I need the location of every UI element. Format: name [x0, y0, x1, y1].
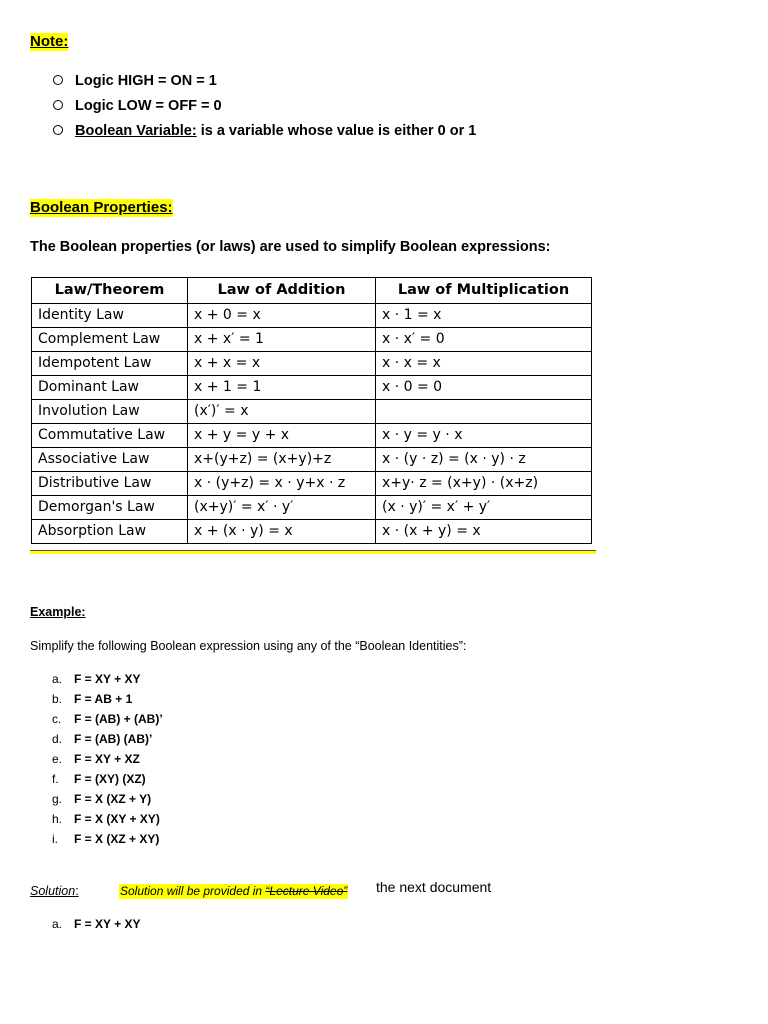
addition-cell: x+(y+z) = (x+y)+z [188, 448, 376, 472]
law-name-cell: Dominant Law [32, 376, 188, 400]
example-item-expr: F = (AB) + (AB)’ [74, 712, 163, 726]
table-row [32, 328, 592, 352]
addition-cell: x + 1 = 1 [188, 376, 376, 400]
note-item-logic-high [53, 72, 217, 90]
multiplication-cell: (x · y)′ = x′ + y′ [376, 496, 592, 520]
solution-label-text: Solution [30, 884, 76, 898]
bullet-circle-icon [53, 125, 63, 135]
multiplication-cell: x · 1 = x [376, 304, 592, 328]
note-item-logic-low [53, 97, 222, 115]
multiplication-cell: x · (y · z) = (x · y) · z [376, 448, 592, 472]
note-item-text: is a variable whose value is either 0 or 1 [196, 123, 477, 139]
multiplication-cell: x · (x + y) = x [376, 520, 592, 544]
example-item-expr: F = AB + 1 [74, 692, 133, 706]
table-row [32, 304, 592, 328]
solution-item [52, 917, 140, 932]
solution-note-prefix: Solution will be provided in [120, 884, 266, 898]
note-item-text: Logic HIGH = ON = 1 [75, 73, 217, 89]
table-row [32, 352, 592, 376]
law-name-cell: Absorption Law [32, 520, 188, 544]
example-item-expr: F = (XY) (XZ) [74, 772, 146, 786]
solution-colon: : [75, 884, 79, 898]
example-item [52, 792, 151, 807]
example-item-label: f. [52, 772, 59, 786]
addition-cell: x + 0 = x [188, 304, 376, 328]
note-item-boolean-variable [53, 122, 476, 140]
law-name-cell: Complement Law [32, 328, 188, 352]
example-item-expr: F = X (XZ + Y) [74, 792, 152, 806]
solution-item-label: a. [52, 917, 63, 931]
note-item-term: Boolean Variable: [75, 123, 197, 139]
multiplication-cell: x+y· z = (x+y) · (x+z) [376, 472, 592, 496]
example-item-expr: F = XY + XY [74, 672, 141, 686]
law-name-cell: Idempotent Law [32, 352, 188, 376]
example-item-label: e. [52, 752, 63, 766]
example-item-label: a. [52, 672, 63, 686]
boolean-laws-table [31, 277, 592, 544]
addition-cell: (x+y)′ = x′ · y′ [188, 496, 376, 520]
addition-cell: x + (x · y) = x [188, 520, 376, 544]
multiplication-cell: x · x = x [376, 352, 592, 376]
example-item [52, 772, 146, 787]
table-row [32, 400, 592, 424]
table-header-law: Law/Theorem [32, 278, 188, 304]
next-document-text: the next document [376, 879, 492, 895]
example-item [52, 712, 163, 727]
multiplication-cell: x · 0 = 0 [376, 376, 592, 400]
example-item [52, 692, 132, 707]
table-header-addition: Law of Addition [188, 278, 376, 304]
note-heading: Note: [30, 33, 69, 50]
table-row [32, 448, 592, 472]
table-header-multiplication: Law of Multiplication [376, 278, 592, 304]
example-item [52, 832, 159, 847]
example-instruction: Simplify the following Boolean expression using any of the “Boolean Identities”: [30, 639, 467, 653]
multiplication-cell: x · y = y · x [376, 424, 592, 448]
law-name-cell: Involution Law [32, 400, 188, 424]
example-item-expr: F = XY + XZ [74, 752, 140, 766]
bullet-circle-icon [53, 100, 63, 110]
example-heading: Example: [30, 605, 86, 619]
example-item-label: d. [52, 732, 63, 746]
example-item-label: g. [52, 792, 63, 806]
solution-note-struck: “Lecture Video” [265, 884, 348, 898]
law-name-cell: Associative Law [32, 448, 188, 472]
law-name-cell: Demorgan's Law [32, 496, 188, 520]
addition-cell: x · (y+z) = x · y+x · z [188, 472, 376, 496]
example-item [52, 752, 140, 767]
example-item-label: h. [52, 812, 63, 826]
table-row [32, 472, 592, 496]
example-item-expr: F = X (XY + XY) [74, 812, 160, 826]
addition-cell: (x′)′ = x [188, 400, 376, 424]
example-item-label: b. [52, 692, 63, 706]
table-row [32, 520, 592, 544]
example-item-label: c. [52, 712, 62, 726]
example-item [52, 732, 152, 747]
law-name-cell: Identity Law [32, 304, 188, 328]
example-item-expr: F = (AB) (AB)’ [74, 732, 153, 746]
law-name-cell: Commutative Law [32, 424, 188, 448]
addition-cell: x + x′ = 1 [188, 328, 376, 352]
properties-heading: Boolean Properties: [30, 199, 173, 216]
multiplication-cell: x · x′ = 0 [376, 328, 592, 352]
solution-note [119, 884, 348, 899]
note-item-text: Logic LOW = OFF = 0 [75, 98, 222, 114]
bullet-circle-icon [53, 75, 63, 85]
table-row [32, 424, 592, 448]
table-highlight-bar [30, 551, 596, 554]
solution-item-expr: F = XY + XY [74, 917, 141, 931]
law-name-cell: Distributive Law [32, 472, 188, 496]
example-item-expr: F = X (XZ + XY) [74, 832, 160, 846]
addition-cell: x + y = y + x [188, 424, 376, 448]
table-row [32, 496, 592, 520]
example-item [52, 812, 160, 827]
properties-intro: The Boolean properties (or laws) are used to simplify Boolean expressions: [30, 239, 551, 255]
table-row [32, 376, 592, 400]
example-item [52, 672, 140, 687]
solution-label [30, 884, 79, 899]
multiplication-cell [376, 400, 592, 424]
example-item-label: i. [52, 832, 58, 846]
table-header-row [32, 278, 592, 304]
addition-cell: x + x = x [188, 352, 376, 376]
